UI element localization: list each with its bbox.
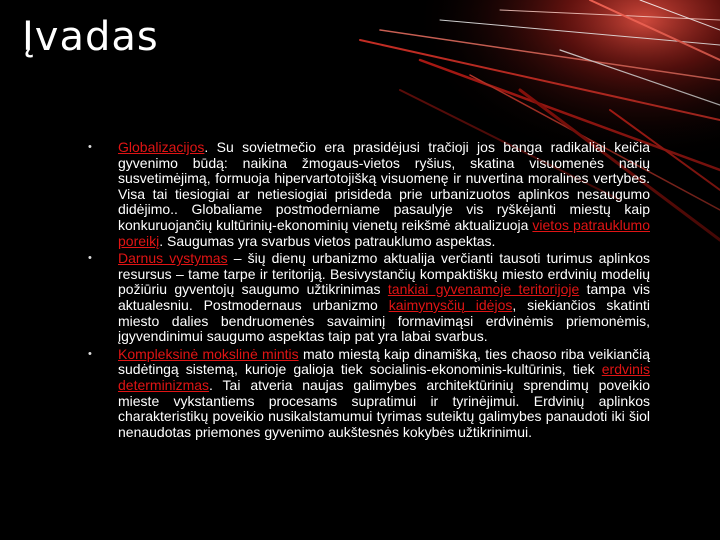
bullet-1-part-1: Globalizacijos (118, 139, 205, 155)
slide-title: Įvadas (22, 14, 159, 60)
bullet-2-part-2: – šių dienų urbanizmo aktualija verčianti tausoti turimus aplinkos resursus – tame tarpe ir teritoriją. Besivystančių kompaktiškų miesto erdvinių modelių požiūriu gyventojų saugumo užtikrinimas (118, 250, 650, 298)
bullet-icon: • (88, 141, 92, 153)
bullet-icon: • (88, 347, 92, 360)
bullet-3-part-1: Kompleksinė mokslinė mintis (118, 345, 299, 362)
bullet-1-part-2: . Su sovietmečio era prasidėjusi tračioji jos banga radikaliai keičia gyvenimo būdą: naikina žmogaus-vietos ryšius, skatina visuomenės narių susvetimėjimą, formuoja hipervartotojišką visuomenę ir nuvertina moralines vertybes. Visa tai tiesiogiai ar netiesiogiai prisideda prie urbanizuotos aplinkos nesaugumo didėjimo.. Globaliame postmoderniame pasaulyje vis ryškėjanti miestų kaip konkuruojančių kultūrinių-ekonominių vienetų reikšmė aktualizuoja (118, 139, 650, 233)
bullet-icon: • (88, 252, 92, 265)
bullet-3-part-3: erdvinis determinizmas (118, 361, 650, 393)
bullet-2-part-5: kaimynysčių idėjos (388, 296, 513, 313)
bullet-item-sustainable-development (88, 251, 650, 345)
bullet-2-part-4: tampa vis aktualesniu. Postmodernaus urbanizmo (118, 281, 650, 313)
bullet-1-part-4: . Saugumas yra svarbus vietos patrauklumo aspektas. (159, 232, 496, 249)
bullet-3-part-2: mato miestą kaip dinamišką, ties chaoso riba veikiančią sudėtingą sistemą, kurioje galioja tiek socialinis-ekonominis-kultūrinis, tiek (118, 345, 651, 378)
bullet-1-part-3: vietos patrauklumo poreikį (118, 216, 650, 249)
bullet-item-complex-thought (88, 347, 650, 441)
bullet-item-globalization (88, 140, 650, 249)
bullet-3-part-4: . Tai atveria naujas galimybes architektūrinių sprendimų poveikio mieste vykstantiems procesams supratimui ir tyrinėjimui. Erdvinių aplinkos charakteristikų poveikio nusikalstamumui tyrimas suteiktų galimybes panaudoti iki šiol nenaudotas priemones gyvenimo aukštesnės kokybės užtikrinimui. (118, 376, 650, 440)
bullet-2-part-6: , siekiančios skatinti miesto dalies bendruomenės savaiminį formavimąsi erdvinėmis priemonėmis, įgyvendinimui saugumo aspektas taip pat yra labai svarbus. (118, 296, 650, 345)
bullet-2-part-1: Darnus vystymas (118, 250, 228, 267)
bullet-list (88, 140, 650, 440)
bullet-2-part-3: tankiai gyvenamoje teritorijoje (387, 281, 580, 298)
